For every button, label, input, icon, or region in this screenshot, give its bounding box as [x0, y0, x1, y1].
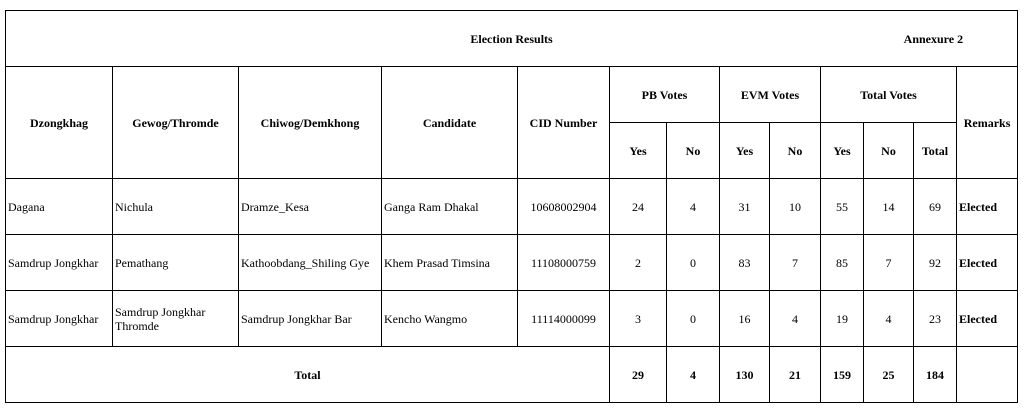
- header-cid: CID Number: [518, 67, 610, 179]
- cell-pb-no: 0: [667, 291, 720, 347]
- header-total-no: No: [864, 123, 914, 179]
- cell-evm-no: 7: [770, 235, 821, 291]
- header-total-votes: Total Votes: [821, 67, 957, 123]
- header-gewog: Gewog/Thromde: [113, 67, 239, 179]
- cell-remarks: Elected: [957, 291, 1018, 347]
- header-evm-no: No: [770, 123, 821, 179]
- header-remarks: Remarks: [957, 67, 1018, 179]
- cell-gewog: Samdrup Jongkhar Thromde: [113, 291, 239, 347]
- table-row: [6, 179, 1018, 235]
- cell-total-total: 69: [914, 179, 957, 235]
- totals-pb-no: 4: [667, 347, 720, 403]
- totals-label: Total: [6, 347, 610, 403]
- header-pb-no: No: [667, 123, 720, 179]
- election-results-table: [5, 10, 1018, 403]
- cell-pb-no: 4: [667, 179, 720, 235]
- table-row: [6, 291, 1018, 347]
- cell-dzongkhag: Dagana: [6, 179, 113, 235]
- title-cell: [6, 11, 1018, 67]
- header-chiwog: Chiwog/Demkhong: [239, 67, 382, 179]
- cell-candidate: Ganga Ram Dhakal: [382, 179, 518, 235]
- header-evm-yes: Yes: [720, 123, 770, 179]
- cell-total-total: 92: [914, 235, 957, 291]
- totals-pb-yes: 29: [610, 347, 667, 403]
- cell-total-no: 4: [864, 291, 914, 347]
- header-dzongkhag: Dzongkhag: [6, 67, 113, 179]
- cell-pb-yes: 2: [610, 235, 667, 291]
- totals-total-yes: 159: [821, 347, 864, 403]
- totals-total-total: 184: [914, 347, 957, 403]
- cell-total-yes: 19: [821, 291, 864, 347]
- totals-remarks: [957, 347, 1018, 403]
- table-title: Election Results: [470, 32, 553, 46]
- header-total-total: Total: [914, 123, 957, 179]
- cell-chiwog: Samdrup Jongkhar Bar: [239, 291, 382, 347]
- cell-evm-yes: 16: [720, 291, 770, 347]
- cell-evm-yes: 31: [720, 179, 770, 235]
- totals-evm-no: 21: [770, 347, 821, 403]
- cell-remarks: Elected: [957, 179, 1018, 235]
- cell-total-yes: 55: [821, 179, 864, 235]
- cell-dzongkhag: Samdrup Jongkhar: [6, 291, 113, 347]
- cell-pb-yes: 24: [610, 179, 667, 235]
- cell-cid: 11108000759: [518, 235, 610, 291]
- cell-gewog: Nichula: [113, 179, 239, 235]
- header-pb-yes: Yes: [610, 123, 667, 179]
- header-pb-votes: PB Votes: [610, 67, 720, 123]
- table-row: [6, 235, 1018, 291]
- cell-chiwog: Dramze_Kesa: [239, 179, 382, 235]
- cell-evm-no: 10: [770, 179, 821, 235]
- cell-total-total: 23: [914, 291, 957, 347]
- cell-evm-yes: 83: [720, 235, 770, 291]
- annexure-label: Annexure 2: [903, 32, 964, 46]
- cell-gewog: Pemathang: [113, 235, 239, 291]
- header-total-yes: Yes: [821, 123, 864, 179]
- cell-evm-no: 4: [770, 291, 821, 347]
- cell-cid: 11114000099: [518, 291, 610, 347]
- cell-total-yes: 85: [821, 235, 864, 291]
- cell-dzongkhag: Samdrup Jongkhar: [6, 235, 113, 291]
- totals-evm-yes: 130: [720, 347, 770, 403]
- cell-total-no: 7: [864, 235, 914, 291]
- header-evm-votes: EVM Votes: [720, 67, 821, 123]
- totals-row: [6, 347, 1018, 403]
- cell-pb-yes: 3: [610, 291, 667, 347]
- header-candidate: Candidate: [382, 67, 518, 179]
- cell-chiwog: Kathoobdang_Shiling Gye: [239, 235, 382, 291]
- cell-total-no: 14: [864, 179, 914, 235]
- cell-remarks: Elected: [957, 235, 1018, 291]
- cell-candidate: Khem Prasad Timsina: [382, 235, 518, 291]
- totals-total-no: 25: [864, 347, 914, 403]
- cell-candidate: Kencho Wangmo: [382, 291, 518, 347]
- cell-pb-no: 0: [667, 235, 720, 291]
- cell-cid: 10608002904: [518, 179, 610, 235]
